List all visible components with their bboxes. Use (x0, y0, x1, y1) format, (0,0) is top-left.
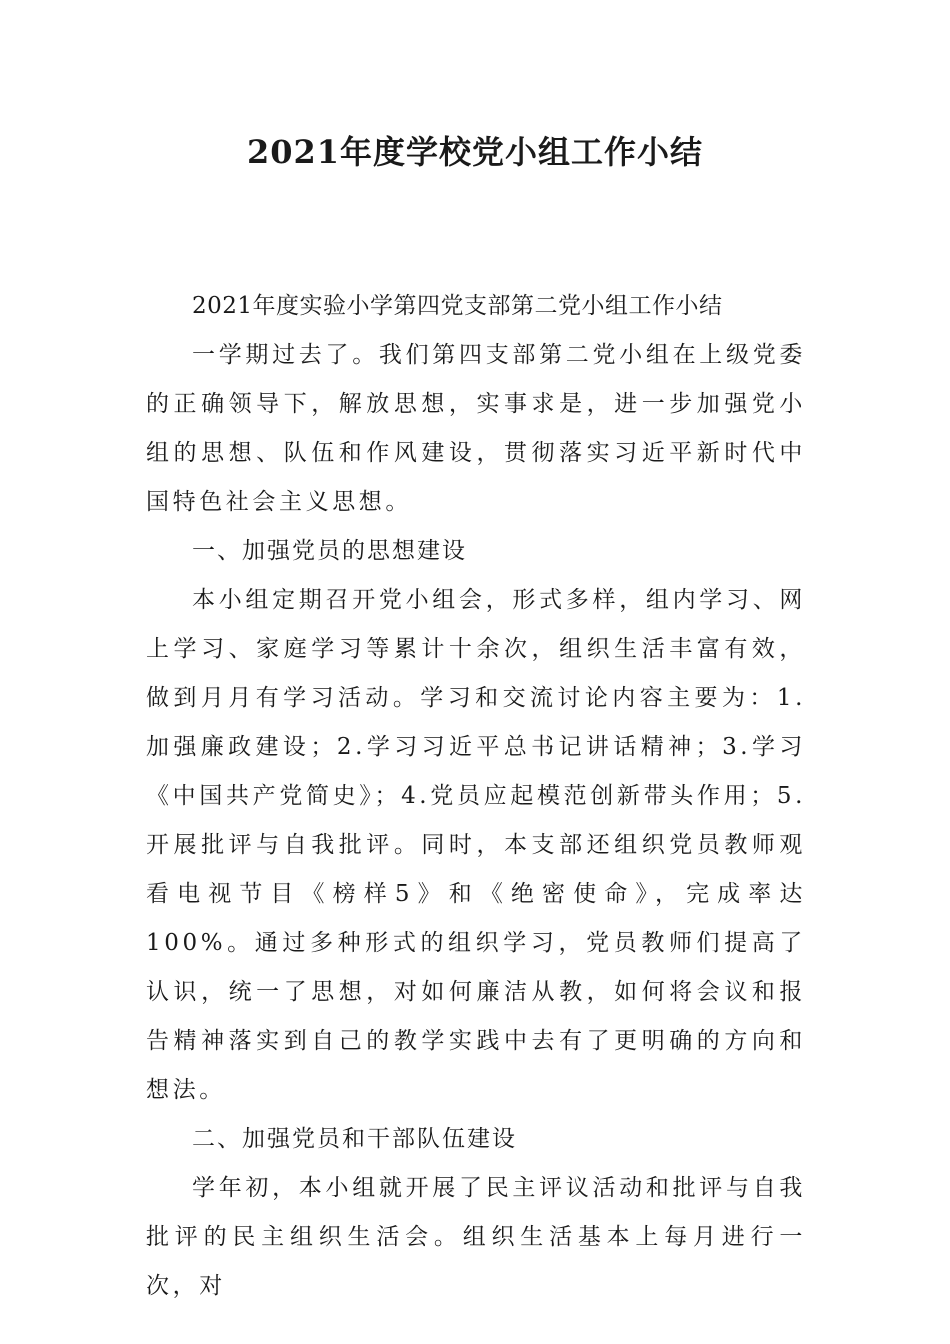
section-2-paragraph: 学年初，本小组就开展了民主评议活动和批评与自我批评的民主组织生活会。组织生活基本上每月进行一次，对 (146, 1175, 806, 1299)
document-subtitle: 2021年度实验小学第四党支部第二党小组工作小结 (192, 293, 723, 319)
section-2-heading: 二、加强党员和干部队伍建设 (192, 1126, 517, 1152)
section-1-paragraph: 本小组定期召开党小组会，形式多样，组内学习、网上学习、家庭学习等累计十余次，组织生活丰富有效，做到月月有学习活动。学习和交流讨论内容主要为：1.加强廉政建设；2.学习习近平总书记讲话精神；3.学习《中国共产党简史》；4.党员应起模范创新带头作用；5.开展批评与自我批评。同时，本支部还组织党员教师观看电视节目《榜样5》和《绝密使命》，完成率达100%。通过多种形式的组织学习，党员教师们提高了认识，统一了思想，对如何廉洁从教，如何将会议和报告精神落实到自己的教学实践中去有了更明确的方向和想法。 (146, 587, 806, 1103)
document-body (146, 282, 806, 1311)
document-title: 2021年度学校党小组工作小结 (246, 133, 704, 171)
intro-paragraph: 一学期过去了。我们第四支部第二党小组在上级党委的正确领导下，解放思想，实事求是，进一步加强党小组的思想、队伍和作风建设，贯彻落实习近平新时代中国特色社会主义思想。 (146, 342, 806, 515)
section-1-heading: 一、加强党员的思想建设 (192, 538, 467, 564)
